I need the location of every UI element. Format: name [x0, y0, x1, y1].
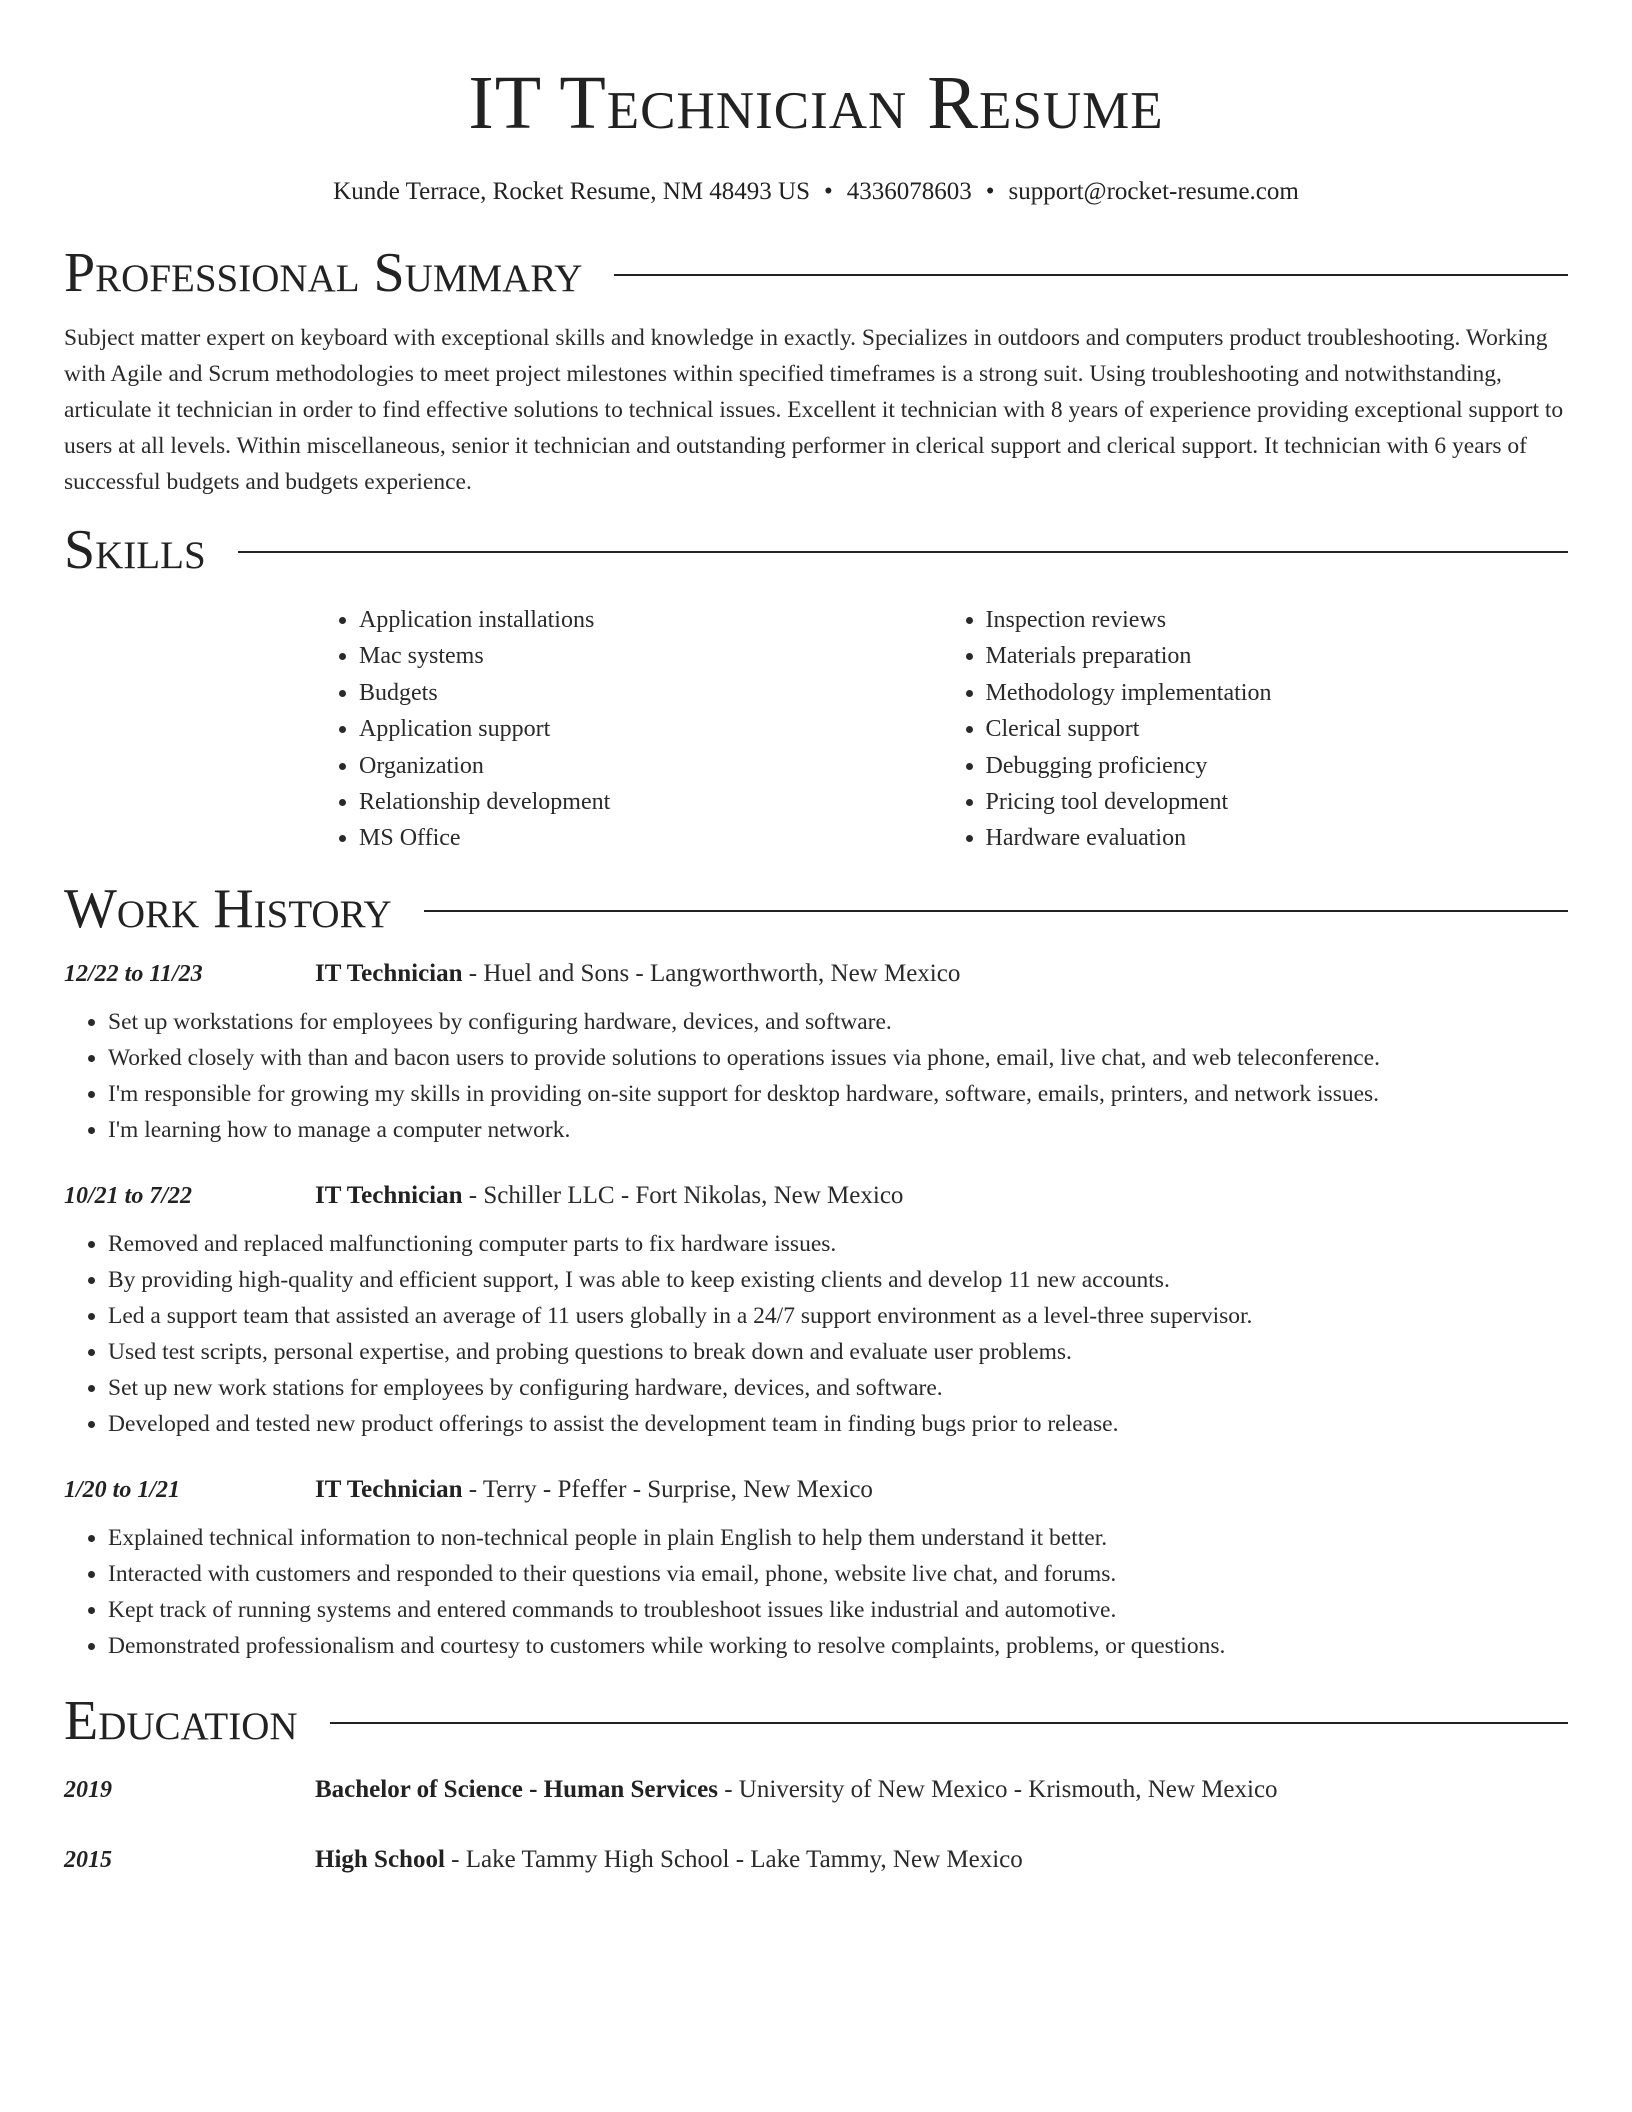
education-year: 2015	[64, 1846, 112, 1873]
skill-item: • Mac systems	[359, 638, 942, 674]
job-employer: - Schiller LLC - Fort Nikolas, New Mexico	[462, 1181, 904, 1209]
skills-heading: Skills	[64, 519, 206, 581]
job-bullets	[64, 1004, 1568, 1148]
section-divider	[238, 551, 1568, 553]
skill-item: • MS Office	[359, 820, 942, 856]
job-dates: 10/21 to 7/22	[64, 1182, 193, 1209]
contact-email: support@rocket-resume.com	[1008, 178, 1299, 205]
education-entry	[64, 1846, 1568, 1874]
job-employer: - Terry - Pfeffer - Surprise, New Mexico	[462, 1475, 873, 1503]
contact-address: Kunde Terrace, Rocket Resume, NM 48493 US	[333, 178, 811, 205]
skill-item: • Budgets	[359, 675, 942, 711]
skill-item: • Inspection reviews	[986, 602, 1569, 638]
job-title: IT Technician	[315, 959, 463, 987]
skill-item: • Application support	[359, 711, 942, 747]
section-divider	[424, 910, 1568, 912]
job-heading	[315, 1476, 873, 1504]
education-details	[315, 1776, 1278, 1804]
job-dates: 12/22 to 11/23	[64, 960, 203, 987]
education-year: 2019	[64, 1776, 112, 1803]
job-bullet: • By providing high-quality and efficient support, I was able to keep existing clients and develop 11 new accounts.	[108, 1262, 1568, 1298]
job-title: IT Technician	[315, 1475, 463, 1503]
contact-phone: 4336078603	[846, 178, 972, 205]
job-bullet: • Developed and tested new product offerings to assist the development team in finding bugs prior to release.	[108, 1406, 1568, 1442]
work-section-header	[64, 876, 1568, 942]
contact-line	[64, 176, 1568, 208]
job-entry	[64, 960, 1568, 988]
page-title: IT Technician Resume	[468, 61, 1164, 145]
education-degree: High School	[315, 1845, 445, 1873]
bullet-separator: •	[824, 178, 833, 205]
job-bullets	[64, 1226, 1568, 1442]
job-bullet: • Led a support team that assisted an average of 11 users globally in a 24/7 support environment as a level-three supervisor.	[108, 1298, 1568, 1334]
job-title: IT Technician	[315, 1181, 463, 1209]
job-bullet: • Set up workstations for employees by configuring hardware, devices, and software.	[108, 1004, 1568, 1040]
bullet-separator: •	[985, 178, 995, 205]
job-bullet: • I'm responsible for growing my skills in providing on-site support for desktop hardware, software, emails, printers, and network issues.	[108, 1076, 1568, 1112]
education-degree: Bachelor of Science - Human Services	[315, 1775, 718, 1803]
education-entry	[64, 1776, 1568, 1804]
skills-column-right	[942, 602, 1569, 857]
skills-column-left	[315, 602, 942, 857]
skill-item: • Pricing tool development	[986, 784, 1569, 820]
skill-item: • Relationship development	[359, 784, 942, 820]
job-heading	[315, 960, 960, 988]
job-bullet: • Demonstrated professionalism and courtesy to customers while working to resolve complaints, problems, or questions.	[108, 1628, 1568, 1664]
education-school: - University of New Mexico - Krismouth, New Mexico	[717, 1775, 1278, 1803]
skills-section-header	[64, 517, 1568, 583]
skill-item: • Debugging proficiency	[986, 748, 1569, 784]
job-bullet: • Interacted with customers and responded to their questions via email, phone, website live chat, and forums.	[108, 1556, 1568, 1592]
education-school: - Lake Tammy High School - Lake Tammy, New Mexico	[444, 1845, 1023, 1873]
education-section-header	[64, 1688, 1568, 1754]
job-bullet: • I'm learning how to manage a computer network.	[108, 1112, 1568, 1148]
skill-item: • Materials preparation	[986, 638, 1569, 674]
job-bullet: • Explained technical information to non-technical people in plain English to help them understand it better.	[108, 1520, 1568, 1556]
job-entry	[64, 1182, 1568, 1210]
section-divider	[614, 274, 1568, 276]
job-bullets	[64, 1520, 1568, 1664]
section-divider	[330, 1722, 1568, 1724]
education-heading: Education	[64, 1689, 298, 1752]
skill-item: • Hardware evaluation	[986, 820, 1569, 856]
skills-list	[315, 602, 1568, 857]
education-details	[315, 1846, 1023, 1874]
job-bullet: • Removed and replaced malfunctioning computer parts to fix hardware issues.	[108, 1226, 1568, 1262]
job-entry	[64, 1476, 1568, 1504]
summary-section-header	[64, 240, 1568, 306]
skill-item: • Methodology implementation	[986, 675, 1569, 711]
work-heading: Work History	[64, 877, 392, 940]
job-employer: - Huel and Sons - Langworthworth, New Mexico	[462, 959, 961, 987]
summary-heading: Professional Summary	[64, 242, 583, 304]
job-bullet: • Set up new work stations for employees by configuring hardware, devices, and software.	[108, 1370, 1568, 1406]
skill-item: • Organization	[359, 748, 942, 784]
job-bullet: • Used test scripts, personal expertise, and probing questions to break down and evaluate user problems.	[108, 1334, 1568, 1370]
job-heading	[315, 1182, 903, 1210]
skill-item: • Clerical support	[986, 711, 1569, 747]
job-bullet: • Kept track of running systems and entered commands to troubleshoot issues like industrial and automotive.	[108, 1592, 1568, 1628]
job-bullet: • Worked closely with than and bacon users to provide solutions to operations issues via phone, email, live chat, and web teleconference.	[108, 1040, 1568, 1076]
summary-text: Subject matter expert on keyboard with exceptional skills and knowledge in exactly. Specializes in outdoors and computers product troubleshooting. Working with Agile and Scrum methodologies to meet project milestones within specified timeframes is a strong suit. Using troubleshooting and notwithstanding, articulate it technician in order to find effective solutions to technical issues. Excellent it technician with 8 years of experience providing exceptional support to users at all levels. Within miscellaneous, senior it technician and outstanding performer in clerical support and clerical support. It technician with 6 years of successful budgets and budgets experience.	[64, 325, 1564, 495]
skill-item: • Application installations	[359, 602, 942, 638]
job-dates: 1/20 to 1/21	[64, 1476, 181, 1503]
